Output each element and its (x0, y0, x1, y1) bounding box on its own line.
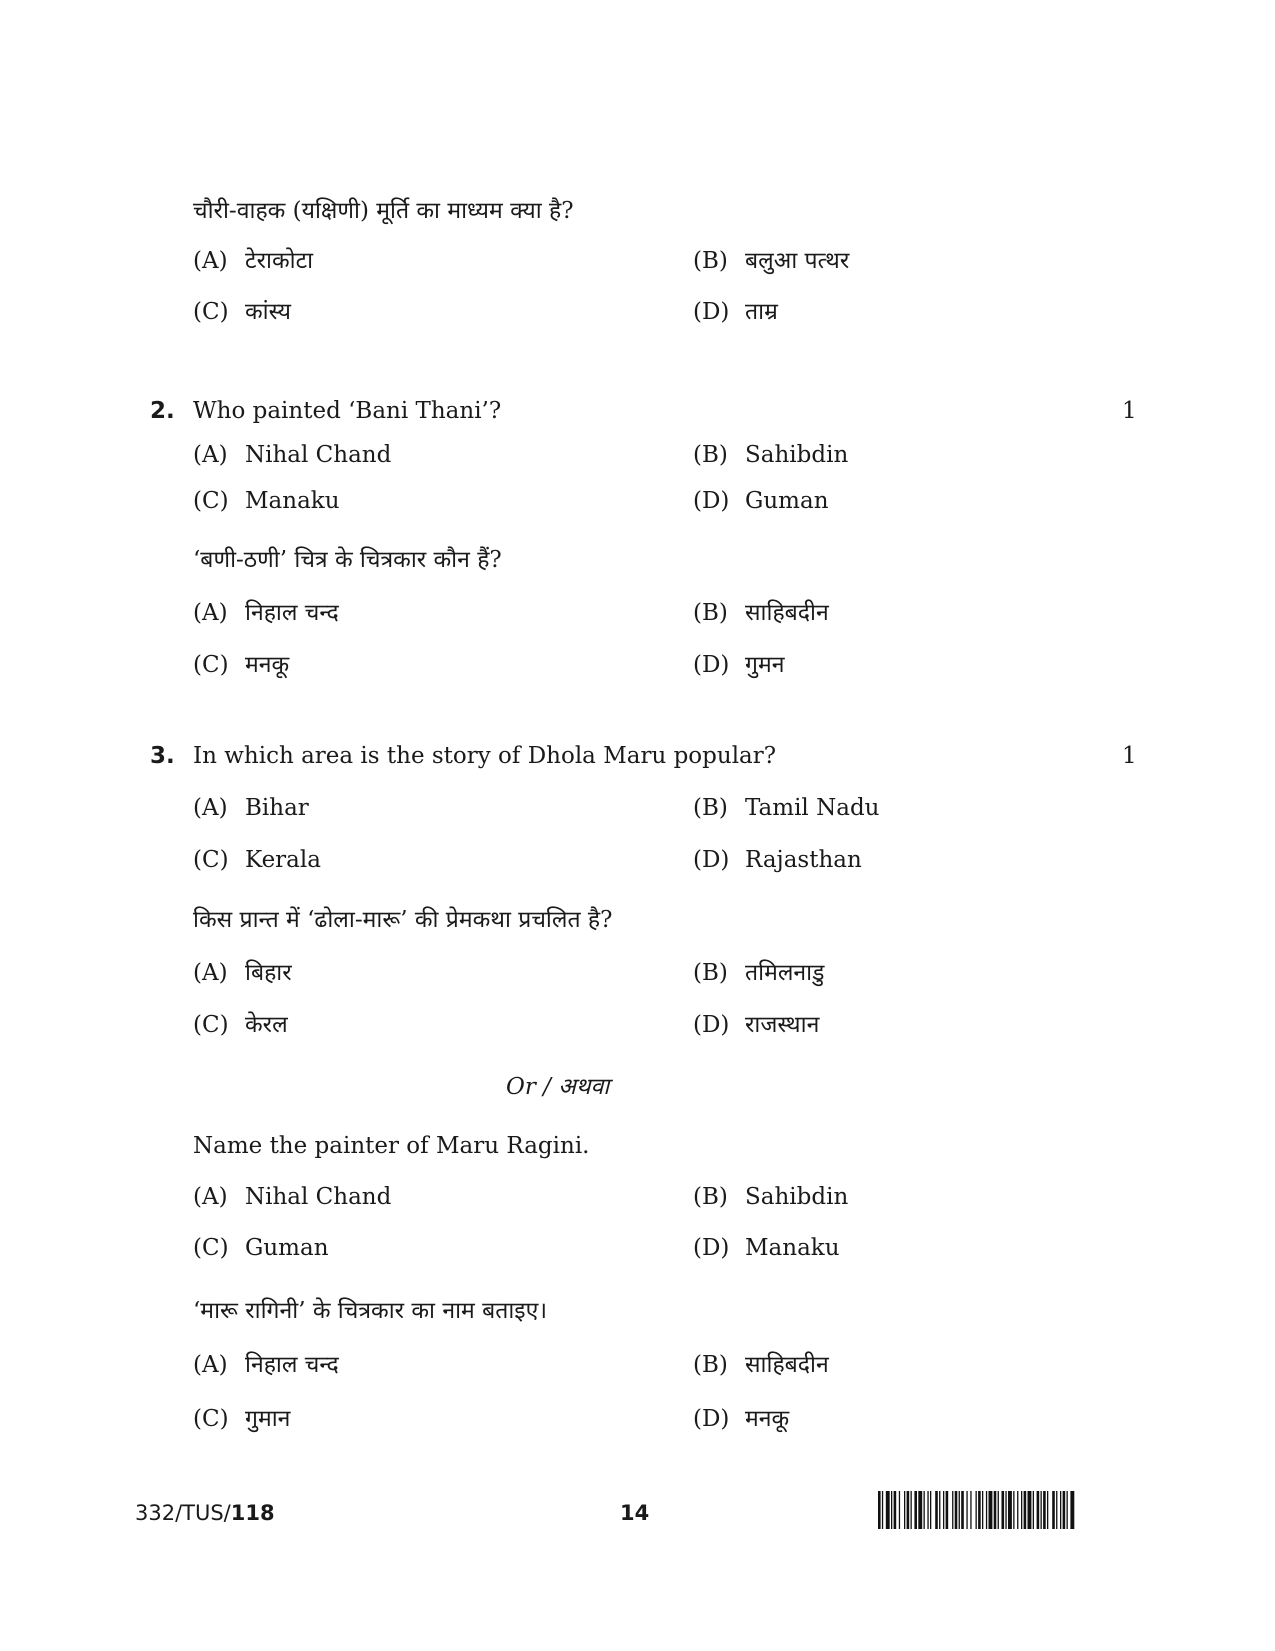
q3-hindi-text: किस प्रान्त में ‘ढोला-मारू’ की प्रेमकथा प्रचलित है? (193, 907, 613, 933)
q3-hindi-option-a: (A) बिहार (193, 960, 292, 986)
q3-alt-hindi-option-b: (B) साहिबदीन (693, 1352, 829, 1378)
q2-option-d: (D) Guman (693, 488, 829, 514)
q3-option-c: (C) Kerala (193, 847, 321, 873)
q3-alt-text: Name the painter of Maru Ragini. (193, 1133, 590, 1159)
q3-alt-option-d: (D) Manaku (693, 1235, 840, 1261)
q2-hindi-option-c: (C) मनकू (193, 652, 290, 678)
q3-option-d: (D) Rajasthan (693, 847, 862, 873)
q2-number: 2. (150, 398, 175, 424)
q3-hindi-option-c: (C) केरल (193, 1012, 288, 1038)
q3-hindi-option-b: (B) तमिलनाडु (693, 960, 825, 986)
q3-alt-hindi-option-a: (A) निहाल चन्द (193, 1352, 339, 1378)
q3-alt-hindi-text: ‘मारू रागिनी’ के चित्रकार का नाम बताइए। (193, 1298, 548, 1324)
q2-option-a: (A) Nihal Chand (193, 442, 392, 468)
q3-number: 3. (150, 743, 175, 769)
paper-code: 332/TUS/118 (135, 1501, 275, 1525)
q3-alt-option-c: (C) Guman (193, 1235, 329, 1261)
q3-option-b: (B) Tamil Nadu (693, 795, 880, 821)
or-separator: Or / अथवा (506, 1074, 610, 1100)
q3-hindi-option-d: (D) राजस्थान (693, 1012, 820, 1038)
q2-option-c: (C) Manaku (193, 488, 340, 514)
q2-hindi-option-a: (A) निहाल चन्द (193, 600, 339, 626)
q3-text: In which area is the story of Dhola Maru popular? (193, 743, 777, 769)
q3-option-a: (A) Bihar (193, 795, 309, 821)
q3-alt-hindi-option-d: (D) मनकू (693, 1406, 790, 1432)
q2-text: Who painted ‘Bani Thani’? (193, 398, 502, 424)
q3-alt-option-a: (A) Nihal Chand (193, 1184, 392, 1210)
q2-marks: 1 (1122, 398, 1137, 424)
q1-option-c: (C) कांस्य (193, 299, 291, 325)
barcode-icon (878, 1491, 1135, 1529)
q1-option-d: (D) ताम्र (693, 299, 778, 325)
page-number: 14 (620, 1501, 650, 1525)
q3-alt-hindi-option-c: (C) गुमान (193, 1406, 291, 1432)
q1-option-a: (A) टेराकोटा (193, 248, 314, 274)
q3-alt-option-b: (B) Sahibdin (693, 1184, 849, 1210)
q2-option-b: (B) Sahibdin (693, 442, 849, 468)
q2-hindi-option-d: (D) गुमन (693, 652, 785, 678)
q2-hindi-text: ‘बणी-ठणी’ चित्र के चित्रकार कौन हैं? (193, 547, 502, 573)
q1-option-b: (B) बलुआ पत्थर (693, 248, 850, 274)
q3-marks: 1 (1122, 743, 1137, 769)
q1-hindi-text: चौरी-वाहक (यक्षिणी) मूर्ति का माध्यम क्या है? (193, 198, 574, 224)
q2-hindi-option-b: (B) साहिबदीन (693, 600, 829, 626)
